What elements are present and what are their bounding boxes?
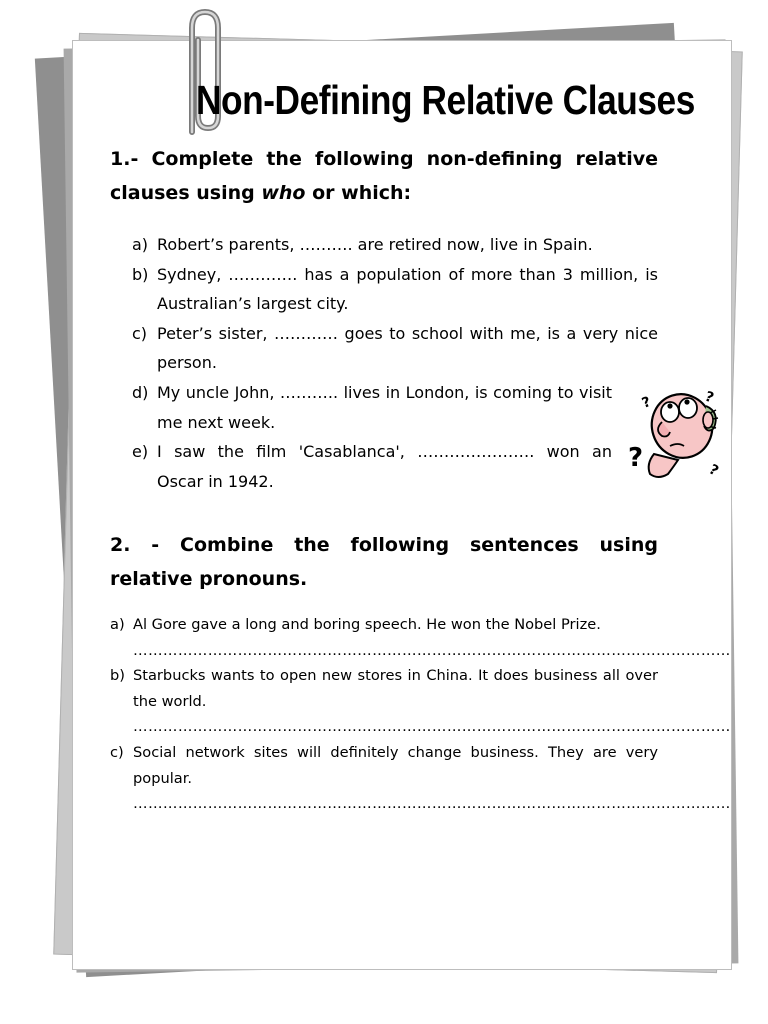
item-marker: c) [132, 323, 148, 343]
item-text: Starbucks wants to open new stores in China. It does business all over the world. [133, 667, 658, 710]
list-item [132, 230, 658, 260]
item-marker: e) [132, 442, 149, 462]
item-marker: a) [132, 235, 149, 254]
list-item [132, 319, 658, 378]
section-2-exercise-list [110, 612, 731, 817]
item-marker: b) [132, 264, 149, 284]
question-mark-icon: ? [639, 393, 654, 412]
item-marker: a) [110, 616, 125, 633]
list-item [132, 437, 612, 496]
section-1-exercise-list [132, 230, 658, 496]
answer-line: ………………………………………………………………………………………………………… [133, 795, 731, 813]
question-mark-icon: ? [706, 461, 722, 480]
section-1-number: 1.- [110, 148, 139, 170]
list-item [110, 663, 731, 740]
confused-thinker-icon [624, 384, 728, 484]
section-1-heading [110, 142, 658, 210]
list-item [132, 260, 658, 319]
section-1-heading-end: or which: [312, 182, 412, 204]
list-item [132, 378, 612, 437]
section-2-heading: 2. - Combine the following sentences using relative pronouns. [110, 534, 658, 590]
item-text: Sydney, …………. has a population of more than 3 million, is Australian’s largest city. [157, 264, 658, 314]
item-text: I saw the film 'Casablanca', …………………. won an Oscar in 1942. [157, 442, 612, 491]
answer-line: ………………………………………………………………………………………………………… [133, 641, 731, 659]
item-text: Social network sites will definitely change business. They are very popular. [133, 743, 658, 787]
item-marker: b) [110, 667, 125, 685]
item-text: Robert’s parents, ………. are retired now, live in Spain. [157, 235, 593, 254]
answer-line: ………………………………………………………………………………………………………… [133, 718, 731, 736]
question-mark-icon: ? [702, 388, 716, 407]
item-text: My uncle John, ……….. lives in London, is coming to visit me next week. [157, 382, 612, 432]
item-text: Al Gore gave a long and boring speech. He won the Nobel Prize. [133, 616, 601, 633]
section-1-heading-text: Complete the following non-defining relative clauses using [110, 148, 658, 204]
question-mark-icon: ? [628, 443, 644, 473]
list-item [110, 612, 731, 663]
section-1-heading-italic: who [261, 182, 306, 204]
item-marker: d) [132, 382, 149, 402]
item-text: Peter’s sister, ………… goes to school with me, is a very nice person. [157, 323, 658, 373]
item-marker: c) [110, 743, 124, 761]
list-item [110, 740, 731, 817]
worksheet-title: Non-Defining Relative Clauses [196, 77, 695, 123]
